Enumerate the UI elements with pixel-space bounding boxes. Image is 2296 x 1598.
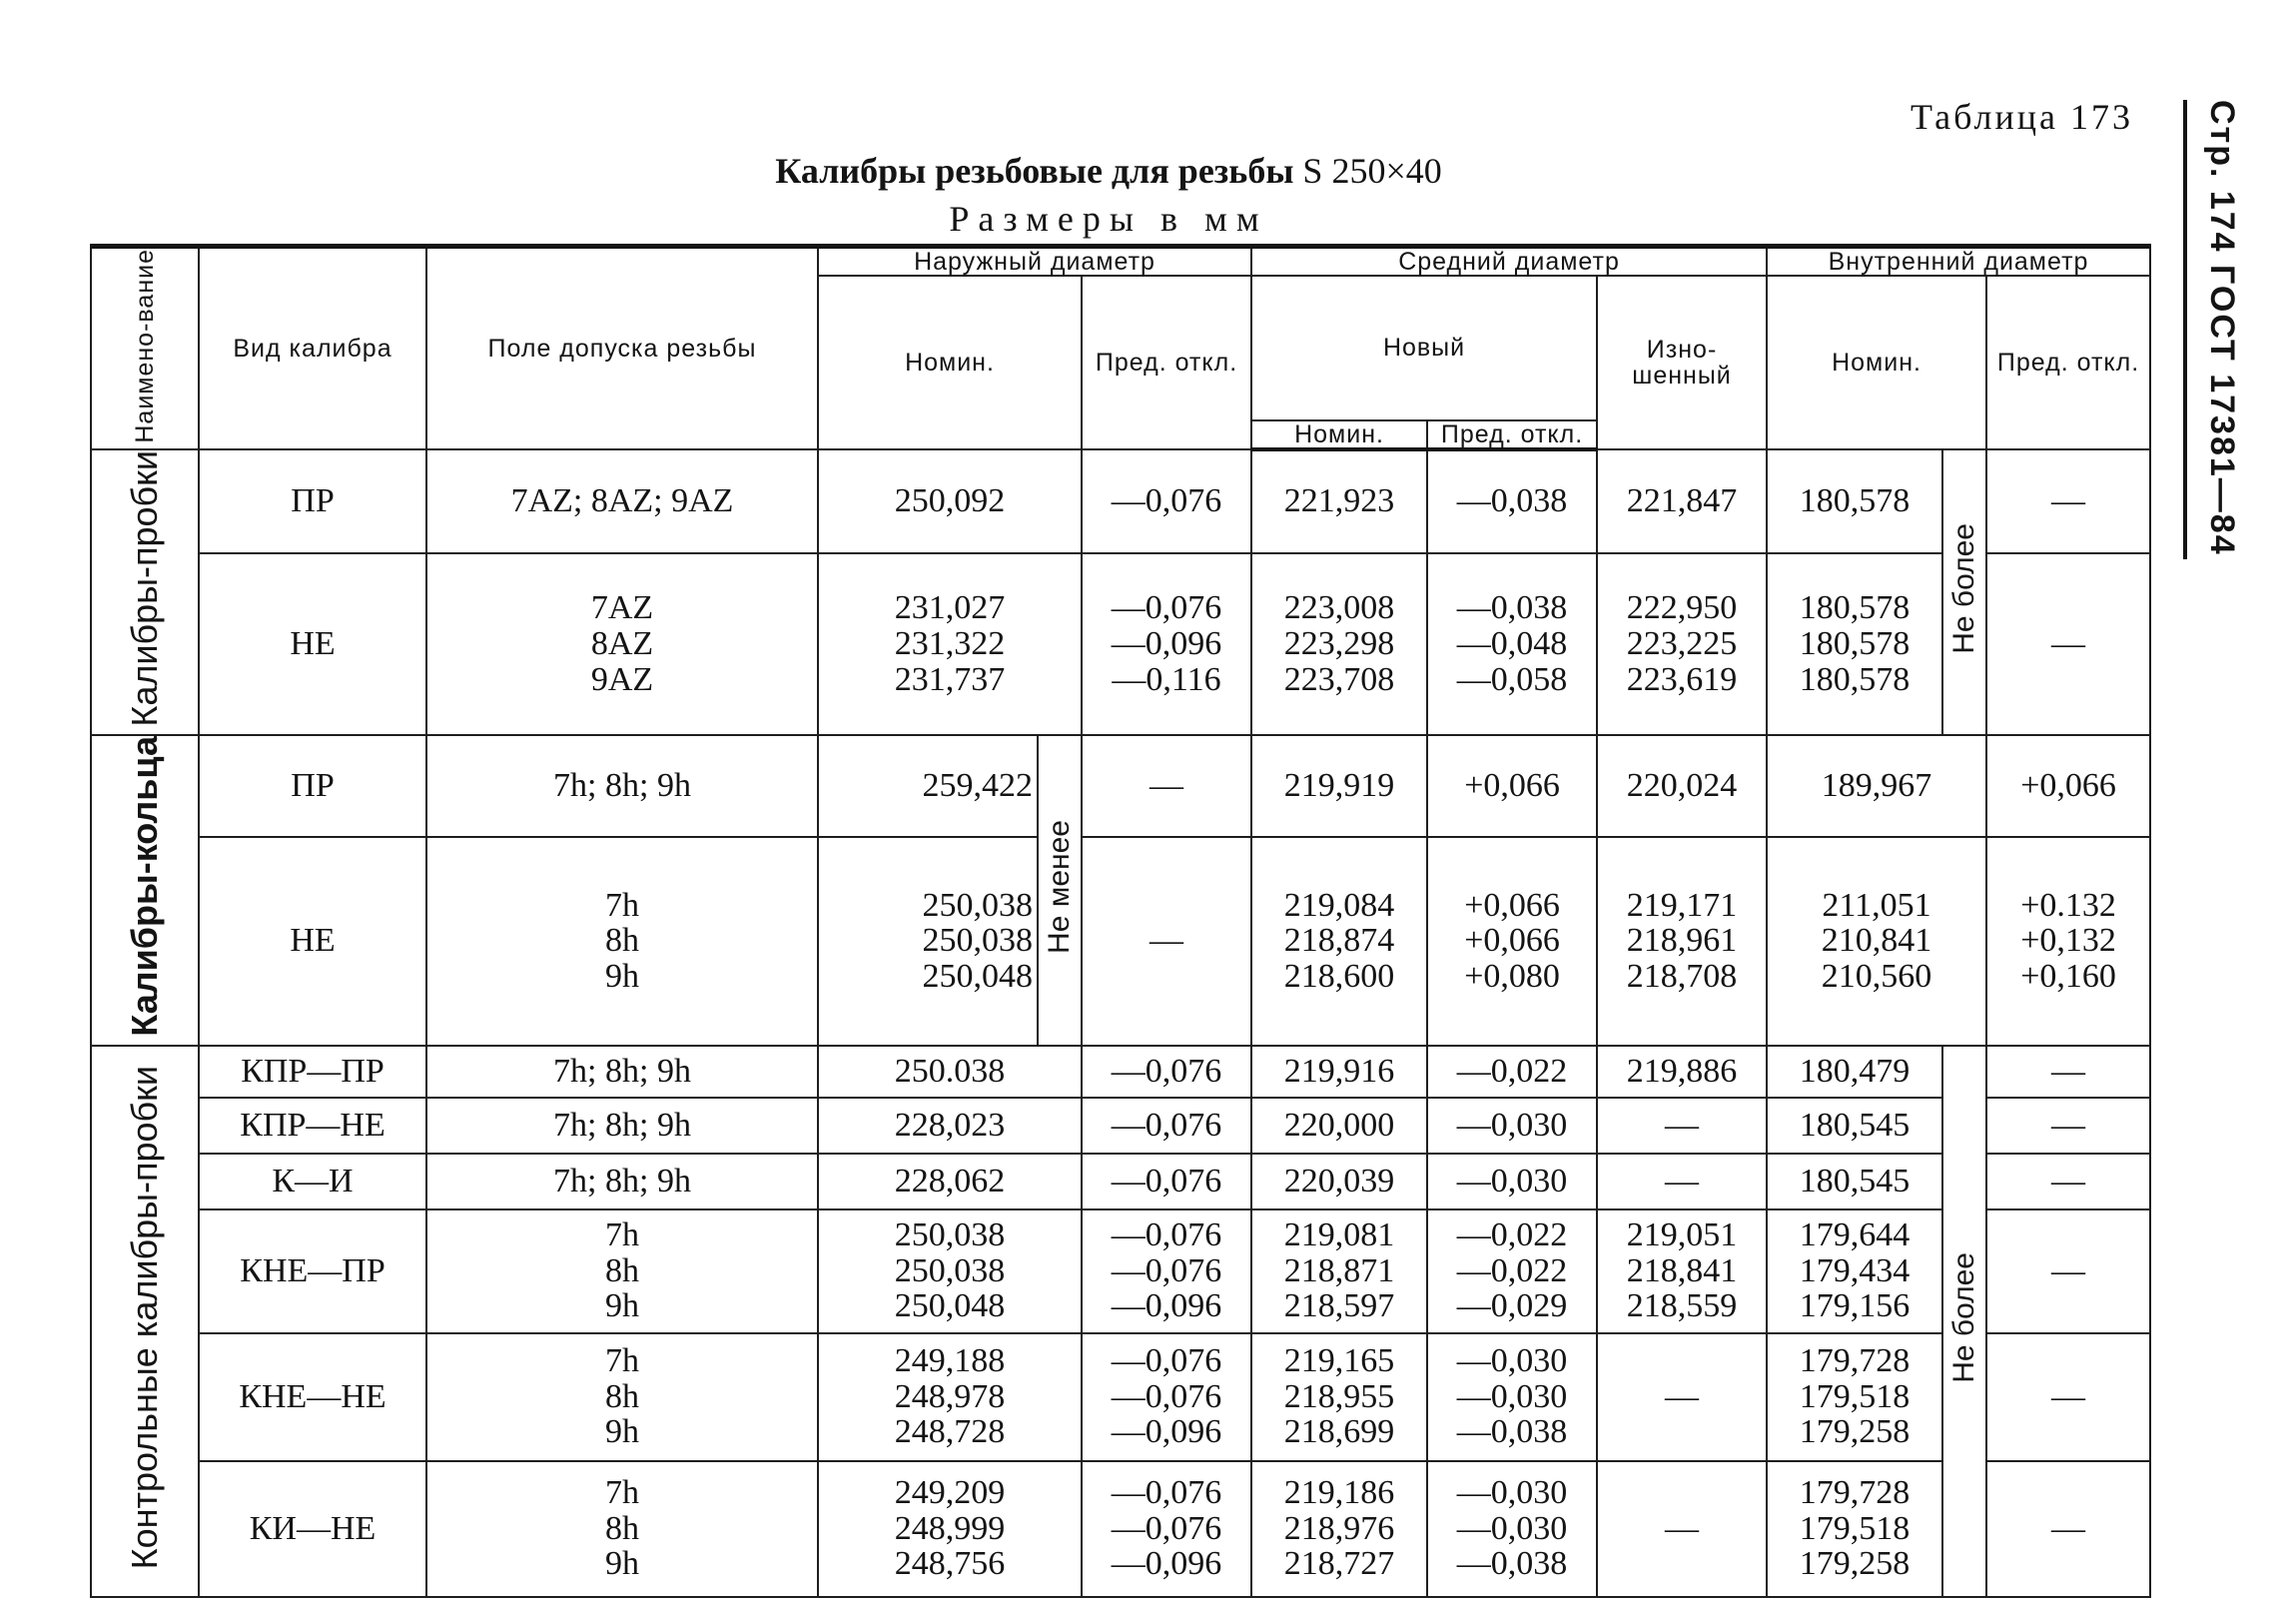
table-row [91,735,2150,837]
outer-deviation [1082,1098,1251,1154]
cell-line: 218,597 [1283,1287,1395,1325]
cell-line: — [1665,1377,1700,1415]
middle-worn [1597,837,1767,1046]
cell-line: —0,096 [1111,1413,1222,1451]
cell-line: —0,030 [1456,1509,1568,1547]
cell-line: 7h [605,1216,639,1253]
table-row [91,1333,2150,1461]
gauge-table-container [90,244,2140,1598]
cell-line: 248,728 [894,1413,1006,1451]
middle-nominal [1251,837,1427,1046]
middle-nominal [1251,1154,1427,1209]
cell-line: —0,022 [1456,1251,1568,1289]
gauge-kind: КПР—ПР [199,1046,426,1098]
cell-line: —0,038 [1456,482,1568,520]
cell-line: 250,048 [922,957,1033,995]
cell-line: 249,188 [894,1342,1006,1379]
tolerance-field [426,1098,818,1154]
cell-line: 179,518 [1799,1377,1911,1415]
cell-line: —0,030 [1456,1474,1568,1511]
group-label-text: Калибры-пробки [124,449,166,727]
outer-deviation [1082,553,1251,736]
cell-line: 249,209 [894,1474,1006,1511]
table-subtitle: Размеры в мм [949,199,1268,239]
outer-nominal [818,1046,1082,1098]
outer-nominal [818,735,1038,837]
outer-nominal [818,449,1082,553]
cell-line: —0,076 [1111,589,1222,627]
inner-deviation [1986,1209,2150,1333]
note-text: Не более [1947,1251,1981,1383]
table-number: Таблица 173 [1911,97,2133,137]
inner-deviation [1986,1461,2150,1597]
cell-line: 7AZ; 8AZ; 9AZ [510,481,734,519]
middle-nominal [1251,735,1427,837]
cell-line: 211,051 [1822,886,1931,924]
cell-line: —0,116 [1112,660,1221,698]
middle-deviation [1427,735,1597,837]
not-less-note [1038,735,1082,1045]
cell-line: +0,066 [1464,886,1560,924]
outer-deviation [1082,449,1251,553]
page-header [0,0,2296,250]
cell-line: 8AZ [590,625,654,663]
cell-line: — [2051,1509,2086,1547]
cell-line: — [2051,1106,2086,1144]
cell-line: — [1665,1106,1700,1144]
cell-line: 218,961 [1626,922,1738,960]
outer-nominal [818,1461,1082,1597]
cell-line: 248,999 [894,1509,1006,1547]
table-header [91,247,2150,449]
cell-line: —0,030 [1456,1377,1568,1415]
header-outer-nominal: Номин. [818,276,1082,449]
middle-deviation [1427,1046,1597,1098]
cell-line: 219,186 [1283,1474,1395,1511]
table-row [91,1461,2150,1597]
cell-line: —0,096 [1111,1287,1222,1325]
cell-line: —0,038 [1456,1413,1568,1451]
tolerance-field [426,1154,818,1209]
outer-nominal [818,1333,1082,1461]
middle-deviation [1427,553,1597,736]
cell-line: —0,076 [1111,1342,1222,1379]
group-label [91,735,199,1045]
cell-line: +0,132 [2020,922,2116,960]
header-outer-deviation: Пред. откл. [1082,276,1251,449]
outer-deviation [1082,1209,1251,1333]
inner-deviation [1986,1046,2150,1098]
cell-line: 220,000 [1283,1106,1395,1144]
middle-worn [1597,1333,1767,1461]
cell-line: — [2051,481,2086,519]
cell-line: 179,644 [1799,1216,1911,1253]
cell-line: — [2051,1251,2086,1289]
table-title [0,150,2217,192]
cell-line: 250.038 [894,1052,1006,1090]
middle-nominal [1251,449,1427,553]
table-body [91,449,2150,1597]
tolerance-field [426,735,818,837]
cell-line: —0,076 [1111,1216,1222,1253]
cell-line: 219,919 [1283,767,1395,805]
table-row [91,1046,2150,1098]
outer-nominal [818,837,1038,1046]
cell-line: 222,950 [1626,589,1738,627]
cell-line: — [2051,1377,2086,1415]
middle-worn [1597,735,1767,837]
middle-deviation [1427,1461,1597,1597]
middle-nominal [1251,1209,1427,1333]
cell-line: 250,038 [922,886,1033,924]
cell-line: +0,080 [1464,957,1560,995]
cell-line: — [2051,1052,2086,1090]
gauge-kind: КНЕ—НЕ [199,1333,426,1461]
outer-nominal [818,1209,1082,1333]
cell-line: 210,560 [1821,957,1932,995]
cell-line: 179,728 [1799,1474,1911,1511]
table-row [91,1154,2150,1209]
table-row [91,553,2150,736]
table-title-text: Калибры резьбовые для резьбы [775,151,1294,191]
cell-line: 231,737 [894,660,1006,698]
cell-line: 9h [605,1287,639,1325]
middle-nominal [1251,1098,1427,1154]
middle-worn [1597,1098,1767,1154]
cell-line: 221,847 [1626,481,1738,519]
middle-deviation [1427,449,1597,553]
cell-line: +0,066 [2020,767,2116,805]
table-title-thread: S 250×40 [1302,151,1442,191]
middle-worn [1597,449,1767,553]
cell-line: —0,030 [1456,1162,1568,1199]
tolerance-field [426,837,818,1046]
cell-line: 9h [605,957,639,995]
gauge-table [90,244,2151,1598]
cell-line: —0,038 [1456,1545,1568,1583]
cell-line: 210,841 [1821,922,1932,960]
cell-line: — [2051,625,2086,663]
tolerance-field [426,449,818,553]
cell-line: —0,029 [1456,1287,1568,1325]
cell-line: 9h [605,1413,639,1451]
gauge-kind: КПР—НЕ [199,1098,426,1154]
tolerance-field [426,1046,818,1098]
cell-line: 179,728 [1799,1342,1911,1379]
cell-line: 228,062 [894,1162,1006,1199]
cell-line: —0,030 [1456,1342,1568,1379]
cell-line: —0,022 [1456,1052,1568,1090]
cell-line: 180,578 [1799,625,1911,663]
cell-line: 189,967 [1821,767,1932,805]
middle-nominal [1251,553,1427,736]
header-middle-new-nominal: Номин. [1251,420,1427,449]
group-label [91,1046,199,1597]
middle-deviation [1427,1333,1597,1461]
middle-worn [1597,1046,1767,1098]
cell-line: 179,518 [1799,1509,1911,1547]
cell-line: 218,841 [1626,1251,1738,1289]
cell-line: 219,916 [1283,1052,1395,1090]
cell-line: 9h [605,1545,639,1583]
table-row [91,1098,2150,1154]
cell-line: 8h [605,1251,639,1289]
cell-line: — [1149,922,1184,960]
gauge-kind: КНЕ—ПР [199,1209,426,1333]
cell-line: 7h [605,886,639,924]
cell-line: 231,027 [894,589,1006,627]
header-middle-new-deviation: Пред. откл. [1427,420,1597,449]
inner-nominal [1767,1046,1942,1098]
inner-nominal [1767,1154,1942,1209]
cell-line: 180,479 [1799,1052,1911,1090]
middle-deviation [1427,1209,1597,1333]
cell-line: 219,171 [1626,886,1738,924]
cell-line: 7h; 8h; 9h [553,1052,691,1090]
cell-line: 220,024 [1626,767,1738,805]
cell-line: 218,600 [1283,957,1395,995]
inner-deviation [1986,1154,2150,1209]
middle-deviation [1427,837,1597,1046]
inner-nominal [1767,735,1986,837]
cell-line: —0,076 [1111,1377,1222,1415]
cell-line: 223,225 [1626,625,1738,663]
cell-line: 7h; 8h; 9h [553,1106,691,1144]
outer-deviation [1082,1046,1251,1098]
cell-line: +0,066 [1464,922,1560,960]
cell-line: 7h; 8h; 9h [553,1162,691,1199]
table-row [91,449,2150,553]
outer-nominal [818,1154,1082,1209]
cell-line: 179,258 [1799,1545,1911,1583]
tolerance-field [426,1461,818,1597]
middle-nominal [1251,1333,1427,1461]
tolerance-field [426,1209,818,1333]
cell-line: —0,058 [1456,660,1568,698]
cell-line: 223,619 [1626,660,1738,698]
outer-deviation [1082,1154,1251,1209]
header-middle-new: Новый [1251,276,1597,419]
cell-line: —0,096 [1111,1545,1222,1583]
cell-line: —0,022 [1456,1216,1568,1253]
cell-line: 223,708 [1283,660,1395,698]
header-middle-worn: Изно-шенный [1597,276,1767,449]
header-inner-diameter: Внутренний диаметр [1767,247,2150,277]
gauge-kind: К—И [199,1154,426,1209]
cell-line: 180,578 [1799,660,1911,698]
inner-deviation [1986,735,2150,837]
cell-line: —0,076 [1111,481,1222,519]
cell-line: 180,545 [1799,1106,1911,1144]
cell-line: —0,076 [1111,1474,1222,1511]
header-tolerance: Поле допуска резьбы [426,247,818,449]
cell-line: —0,076 [1111,1052,1222,1090]
gauge-kind: НЕ [199,553,426,736]
cell-line: 250,048 [894,1287,1006,1325]
cell-line: 259,422 [922,767,1033,805]
cell-line: 180,578 [1799,589,1911,627]
cell-line: 8h [605,1377,639,1415]
cell-line: — [1149,767,1184,805]
cell-line: — [1665,1162,1700,1199]
cell-line: —0,076 [1111,1509,1222,1547]
cell-line: 219,081 [1283,1216,1395,1253]
group-label-text: Калибры-кольца [124,736,166,1037]
cell-line: 250,038 [922,922,1033,960]
cell-line: 223,298 [1283,625,1395,663]
cell-line: 250,038 [894,1251,1006,1289]
note-text: Не более [1947,523,1981,655]
header-row-1 [91,247,2150,277]
tolerance-field [426,1333,818,1461]
outer-deviation [1082,1461,1251,1597]
middle-worn [1597,1461,1767,1597]
cell-line: 219,051 [1626,1216,1738,1253]
header-inner-deviation: Пред. откл. [1986,276,2150,449]
cell-line: 248,978 [894,1377,1006,1415]
gauge-kind: ПР [199,449,426,553]
cell-line: 7h [605,1342,639,1379]
middle-worn [1597,553,1767,736]
header-inner-nominal: Номин. [1767,276,1986,449]
inner-nominal [1767,1333,1942,1461]
cell-line: —0,048 [1456,625,1568,663]
not-more-note [1942,449,1986,735]
cell-line: 8h [605,922,639,960]
cell-line: +0,066 [1464,767,1560,805]
cell-line: —0,038 [1456,589,1568,627]
cell-line: 248,756 [894,1545,1006,1583]
middle-nominal [1251,1461,1427,1597]
gauge-kind: ПР [199,735,426,837]
inner-nominal [1767,837,1986,1046]
group-label [91,449,199,735]
header-kind: Вид калибра [199,247,426,449]
header-middle-diameter: Средний диаметр [1251,247,1767,277]
cell-line: 7AZ [590,589,654,627]
middle-deviation [1427,1154,1597,1209]
cell-line: 218,955 [1283,1377,1395,1415]
header-name: Наимено-вание [91,247,199,449]
inner-deviation [1986,553,2150,736]
not-more-note [1942,1046,1986,1597]
page-side-label: Стр. 174 ГОСТ 17381—84 [2183,100,2241,559]
middle-nominal [1251,1046,1427,1098]
inner-deviation [1986,1333,2150,1461]
tolerance-field [426,553,818,736]
outer-deviation [1082,735,1251,837]
cell-line: +0,160 [2020,957,2116,995]
cell-line: 218,976 [1283,1509,1395,1547]
inner-deviation [1986,837,2150,1046]
cell-line: 218,699 [1283,1413,1395,1451]
cell-line: 228,023 [894,1106,1006,1144]
cell-line: 7h [605,1474,639,1511]
cell-line: —0,076 [1111,1162,1222,1199]
gauge-kind: КИ—НЕ [199,1461,426,1597]
cell-line: —0,076 [1111,1106,1222,1144]
cell-line: 7h; 8h; 9h [553,767,691,805]
cell-line: 179,258 [1799,1413,1911,1451]
cell-line: 231,322 [894,625,1006,663]
cell-line: 218,871 [1283,1251,1395,1289]
outer-deviation [1082,1333,1251,1461]
group-label-text: Контрольные калибры-пробки [124,1065,166,1569]
cell-line: 250,038 [894,1216,1006,1253]
cell-line: 180,545 [1799,1162,1911,1199]
note-text: Не менее [1043,820,1077,955]
cell-line: 219,165 [1283,1342,1395,1379]
table-row [91,1209,2150,1333]
outer-nominal [818,1098,1082,1154]
cell-line: 180,578 [1799,481,1911,519]
gauge-kind: НЕ [199,837,426,1046]
inner-nominal [1767,449,1942,553]
inner-nominal [1767,553,1942,736]
cell-line: 179,156 [1799,1287,1911,1325]
cell-line: 218,559 [1626,1287,1738,1325]
cell-line: —0,096 [1111,625,1222,663]
cell-line: 219,084 [1283,886,1395,924]
cell-line: 9AZ [590,660,654,698]
cell-line: 221,923 [1283,482,1395,520]
cell-line: 218,708 [1626,957,1738,995]
middle-worn [1597,1154,1767,1209]
cell-line: —0,076 [1111,1251,1222,1289]
table-row [91,837,2150,1046]
cell-line: 218,727 [1283,1545,1395,1583]
cell-line: 8h [605,1509,639,1547]
inner-deviation [1986,449,2150,553]
cell-line: 250,092 [894,481,1006,519]
inner-nominal [1767,1209,1942,1333]
cell-line: +0.132 [2020,886,2116,924]
cell-line: — [1665,1509,1700,1547]
cell-line: 219,886 [1626,1052,1738,1090]
inner-deviation [1986,1098,2150,1154]
outer-deviation [1082,837,1251,1046]
cell-line: 220,039 [1283,1162,1395,1199]
cell-line: 179,434 [1799,1251,1911,1289]
inner-nominal [1767,1461,1942,1597]
cell-line: — [2051,1162,2086,1199]
outer-nominal [818,553,1082,736]
middle-deviation [1427,1098,1597,1154]
inner-nominal [1767,1098,1942,1154]
middle-worn [1597,1209,1767,1333]
cell-line: 218,874 [1283,922,1395,960]
cell-line: 223,008 [1283,589,1395,627]
header-outer-diameter: Наружный диаметр [818,247,1251,277]
cell-line: —0,030 [1456,1106,1568,1144]
